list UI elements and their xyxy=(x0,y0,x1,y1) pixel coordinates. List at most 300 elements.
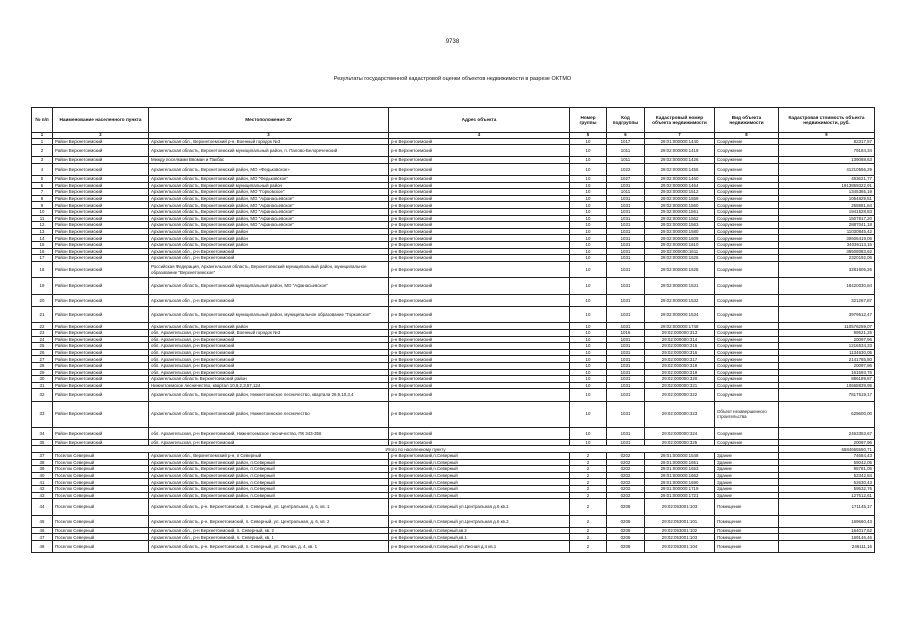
cadastral-number-cell: 29:01:000000:1651 xyxy=(645,459,715,466)
object-kind-cell: Сооружение xyxy=(715,343,779,350)
settlement-cell: Район Верхнетоемский xyxy=(53,222,149,229)
group-cell: 10 xyxy=(570,376,607,383)
subgroup-cell: 1031 xyxy=(607,261,645,278)
total-row xyxy=(32,446,875,453)
cadastral-value-cell: 886189,87 xyxy=(779,376,875,383)
cadastral-number-cell: 29:02:000000:317 xyxy=(645,356,715,363)
location-cell: Архангельская область Верхнетоемский район xyxy=(149,376,389,383)
group-cell: 10 xyxy=(570,278,607,295)
object-kind-cell: Сооружение xyxy=(715,138,779,145)
location-cell: Архангельская область, Верхнетоемский район, Нижнетоемское лесничество xyxy=(149,401,389,427)
group-cell: 10 xyxy=(570,195,607,202)
object-kind-cell: Здание xyxy=(715,466,779,473)
location-cell: Архангельская обл., Верхнетоемский р-н, Военный городок №3 xyxy=(149,138,389,145)
object-kind-cell: Здание xyxy=(715,459,779,466)
cadastral-number-cell: 29:02:000000:1562 xyxy=(645,215,715,222)
table-row xyxy=(32,189,875,196)
row-index: 14 xyxy=(32,235,53,242)
row-index: 17 xyxy=(32,255,53,262)
object-kind-cell: Сооружение xyxy=(715,182,779,189)
group-cell: 10 xyxy=(570,356,607,363)
cadastral-value-cell: 1134630,05 xyxy=(779,349,875,356)
subgroup-cell: 1031 xyxy=(607,222,645,229)
row-index: 22 xyxy=(32,323,53,330)
location-cell: Архангельская обл., р-н Верхнетоемский xyxy=(149,255,389,262)
row-index: 4 xyxy=(32,163,53,175)
address-cell: р-н Верхнетоемский,п.Северный xyxy=(389,485,570,492)
subgroup-cell: 1011 xyxy=(607,145,645,157)
group-cell: 10 xyxy=(570,349,607,356)
settlement-cell: Район Верхнетоемский xyxy=(53,202,149,209)
subgroup-cell: 1016 xyxy=(607,330,645,337)
cadastral-value-cell: 171145,17 xyxy=(779,499,875,516)
header-settlement: Наименование населенного пункта xyxy=(53,108,149,133)
cadastral-value-cell: 2887041,18 xyxy=(779,222,875,229)
location-cell: Архангельская область, Верхнетоемский район xyxy=(149,323,389,330)
subgroup-cell: 0206 xyxy=(607,541,645,553)
cadastral-number-cell: 29:02:000000:1531 xyxy=(645,278,715,295)
header-subgroup: Код подгруппы xyxy=(607,108,645,133)
cadastral-number-cell: 29:02:053001:103 xyxy=(645,499,715,516)
address-cell: р-н Верхнетоемский xyxy=(389,356,570,363)
address-cell: р-н Верхнетоемский xyxy=(389,261,570,278)
cadastral-value-cell: 164017,62 xyxy=(779,527,875,534)
cadastral-number-cell: 29:02:000000:324 xyxy=(645,427,715,439)
subgroup-cell: 1031 xyxy=(607,363,645,370)
address-cell: р-н Верхнетоемский xyxy=(389,255,570,262)
column-number: 8 xyxy=(715,133,779,139)
cadastral-value-cell: 95781,05 xyxy=(779,466,875,473)
address-cell: р-н Верхнетоемский xyxy=(389,189,570,196)
location-cell: Архангельская область, Верхнетоемский район xyxy=(149,228,389,235)
group-cell: 10 xyxy=(570,336,607,343)
address-cell: р-н Верхнетоемский,п.Северный xyxy=(389,472,570,479)
subgroup-cell: 1031 xyxy=(607,182,645,189)
settlement-cell: Поселок Северный xyxy=(53,515,149,527)
subgroup-cell: 1031 xyxy=(607,255,645,262)
settlement-cell: Поселок Северный xyxy=(53,452,149,459)
settlement-cell: Район Верхнетоемский xyxy=(53,330,149,337)
cadastral-number-cell: 29:02:000000:322 xyxy=(645,389,715,401)
settlement-cell: Район Верхнетоемский xyxy=(53,189,149,196)
total-spacer xyxy=(32,446,53,453)
settlement-cell: Район Верхнетоемский xyxy=(53,382,149,389)
table-row xyxy=(32,242,875,249)
cadastral-value-cell: 139088,63 xyxy=(779,157,875,164)
location-cell: обл. Архангельская, р-н Верхнетоемский xyxy=(149,439,389,446)
cadastral-number-cell: 29:01:000000:1548 xyxy=(645,452,715,459)
row-index: 28 xyxy=(32,363,53,370)
cadastral-number-cell: 29:02:000000:1610 xyxy=(645,242,715,249)
settlement-cell: Район Верхнетоемский xyxy=(53,248,149,255)
cadastral-number-cell: 29:02:000000:1532 xyxy=(645,294,715,306)
header-object-kind: Вид объекта недвижимости xyxy=(715,108,779,133)
subgroup-cell: 0206 xyxy=(607,515,645,527)
settlement-cell: Район Верхнетоемский xyxy=(53,235,149,242)
row-index: 7 xyxy=(32,189,53,196)
table-row xyxy=(32,228,875,235)
object-kind-cell: Сооружение xyxy=(715,278,779,295)
location-cell: Архангельская область, Верхнетоемский район, МО "Федьковское" xyxy=(149,176,389,183)
group-cell: 2 xyxy=(570,499,607,516)
subgroup-cell: 1031 xyxy=(607,278,645,295)
row-index: 6 xyxy=(32,182,53,189)
cadastral-number-cell: 29:02:000000:321 xyxy=(645,382,715,389)
table-row xyxy=(32,209,875,216)
object-kind-cell: Объект незавершенного строительства xyxy=(715,401,779,427)
row-index: 27 xyxy=(32,356,53,363)
cadastral-value-cell: 20097,96 xyxy=(779,336,875,343)
object-kind-cell: Сооружение xyxy=(715,363,779,370)
cadastral-value-cell: 2141785,80 xyxy=(779,356,875,363)
subgroup-cell: 0202 xyxy=(607,459,645,466)
cadastral-number-cell: 29:02:000000:1563 xyxy=(645,222,715,229)
column-number: 2 xyxy=(53,133,149,139)
table-row xyxy=(32,527,875,534)
table-row xyxy=(32,222,875,229)
cadastral-number-cell: 29:01:000000:1653 xyxy=(645,466,715,473)
address-cell: р-н Верхнетоемский xyxy=(389,336,570,343)
group-cell: 10 xyxy=(570,294,607,306)
object-kind-cell: Сооружение xyxy=(715,330,779,337)
valuation-table xyxy=(31,107,875,553)
cadastral-value-cell: 1054829,51 xyxy=(779,195,875,202)
group-cell: 10 xyxy=(570,389,607,401)
settlement-cell: Район Верхнетоемский xyxy=(53,242,149,249)
object-kind-cell: Сооружение xyxy=(715,336,779,343)
address-cell: р-н Верхнетоемский xyxy=(389,215,570,222)
cadastral-value-cell: 11030845,42 xyxy=(779,228,875,235)
cadastral-number-cell: 29:02:000000:1534 xyxy=(645,306,715,323)
object-kind-cell: Сооружение xyxy=(715,255,779,262)
group-cell: 10 xyxy=(570,242,607,249)
address-cell: р-н Верхнетоемский xyxy=(389,382,570,389)
subgroup-cell: 0206 xyxy=(607,527,645,534)
cadastral-number-cell: 29:02:053001:104 xyxy=(645,541,715,553)
location-cell: Архангельская обл., р-н Верхнетоемский, п. Северный, кв. 2 xyxy=(149,527,389,534)
object-kind-cell: Помещение xyxy=(715,527,779,534)
object-kind-cell: Здание xyxy=(715,492,779,499)
group-cell: 10 xyxy=(570,255,607,262)
address-cell: р-н Верхнетоемский,п.Северный ул.Центральная д.6 кв.1 xyxy=(389,499,570,516)
location-cell: Российская Федерация, Архангельская область, Верхнетоемский муниципальный район, муниципальное образование "Верхнетоемское" xyxy=(149,261,389,278)
subgroup-cell: 1031 xyxy=(607,336,645,343)
subgroup-cell: 1031 xyxy=(607,343,645,350)
cadastral-value-cell: 3281605,26 xyxy=(779,261,875,278)
group-cell: 2 xyxy=(570,515,607,527)
cadastral-number-cell: 29:01:000000:1690 xyxy=(645,479,715,486)
table-row xyxy=(32,499,875,516)
settlement-cell: Район Верхнетоемский xyxy=(53,195,149,202)
header-index: № п/п xyxy=(32,108,53,133)
table-row xyxy=(32,472,875,479)
table-row xyxy=(32,466,875,473)
row-index: 34 xyxy=(32,427,53,439)
total-label: Итого по населенному пункту xyxy=(53,446,779,453)
table-row xyxy=(32,255,875,262)
object-kind-cell: Сооружение xyxy=(715,202,779,209)
column-number: 5 xyxy=(570,133,607,139)
row-index: 15 xyxy=(32,242,53,249)
object-kind-cell: Сооружение xyxy=(715,195,779,202)
settlement-cell: Район Верхнетоемский xyxy=(53,363,149,370)
row-index: 41 xyxy=(32,479,53,486)
object-kind-cell: Здание xyxy=(715,472,779,479)
location-cell: Архангельская область, Верхнетоемский район, МО "Афанасьевское" xyxy=(149,195,389,202)
address-cell: р-н Верхнетоемский xyxy=(389,306,570,323)
cadastral-value-cell: 82317,57 xyxy=(779,138,875,145)
location-cell: Архангельская область, Верхнетоемский район, п.Северный xyxy=(149,485,389,492)
row-index: 16 xyxy=(32,248,53,255)
row-index: 38 xyxy=(32,459,53,466)
location-cell: Архангельская обл., р-н Верхнетоемский xyxy=(149,248,389,255)
table-row xyxy=(32,382,875,389)
settlement-cell: Район Верхнетоемский xyxy=(53,323,149,330)
header-address: Адрес объекта xyxy=(389,108,570,133)
location-cell: Архангельская область, Верхнетоемский муниципальный район xyxy=(149,182,389,189)
table-row xyxy=(32,235,875,242)
cadastral-value-cell: 321267,87 xyxy=(779,294,875,306)
table-row xyxy=(32,459,875,466)
row-index: 13 xyxy=(32,228,53,235)
table-header-row xyxy=(32,108,875,133)
row-index: 45 xyxy=(32,515,53,527)
group-cell: 10 xyxy=(570,306,607,323)
location-cell: обл. Архангельская, р-н Верхнетоемский, Нижнетоемское лесничество, ПК 343-356 xyxy=(149,427,389,439)
object-kind-cell: Сооружение xyxy=(715,209,779,216)
cadastral-value-cell: 110576259,07 xyxy=(779,323,875,330)
settlement-cell: Район Верхнетоемский xyxy=(53,294,149,306)
header-location: Местоположение ЗУ xyxy=(149,108,389,133)
settlement-cell: Район Верхнетоемский xyxy=(53,349,149,356)
subgroup-cell: 1031 xyxy=(607,306,645,323)
cadastral-value-cell: 246111,16 xyxy=(779,541,875,553)
cadastral-number-cell: 29:02:000000:1561 xyxy=(645,209,715,216)
address-cell: р-н Верхнетоемский xyxy=(389,401,570,427)
subgroup-cell: 1011 xyxy=(607,189,645,196)
subgroup-cell: 1031 xyxy=(607,369,645,376)
table-row xyxy=(32,541,875,553)
address-cell: р-н Верхнетоемский xyxy=(389,182,570,189)
location-cell: Архангельская область, Верхнетоемский муниципальный район, МО "Афанасьевское" xyxy=(149,278,389,295)
location-cell: Архангельская область, Верхнетоемский район, МО "Афанасьевское" xyxy=(149,209,389,216)
cadastral-value-cell: 1216534,33 xyxy=(779,343,875,350)
address-cell: р-н Верхнетоемский xyxy=(389,376,570,383)
subgroup-cell: 1031 xyxy=(607,248,645,255)
settlement-cell: Поселок Северный xyxy=(53,479,149,486)
group-cell: 10 xyxy=(570,369,607,376)
row-index: 37 xyxy=(32,452,53,459)
address-cell: р-н Верхнетоемский,п.Северный,кв.1 xyxy=(389,534,570,541)
location-cell: Архангельская обл., Верхнетоемский р-н, п Северный xyxy=(149,452,389,459)
group-cell: 10 xyxy=(570,215,607,222)
location-cell: Архангельская область, Верхнетоемский район xyxy=(149,235,389,242)
subgroup-cell: 1031 xyxy=(607,376,645,383)
group-cell: 10 xyxy=(570,401,607,427)
address-cell: р-н Верхнетоемский,п.Северный ул.Лесная д.4 кв.1 xyxy=(389,541,570,553)
object-kind-cell: Сооружение xyxy=(715,356,779,363)
object-kind-cell: Сооружение xyxy=(715,376,779,383)
row-index: 44 xyxy=(32,499,53,516)
address-cell: р-н Верхнетоемский xyxy=(389,349,570,356)
subgroup-cell: 1031 xyxy=(607,294,645,306)
cadastral-number-cell: 29:02:000000:1464 xyxy=(645,182,715,189)
row-index: 23 xyxy=(32,330,53,337)
cadastral-value-cell: 52342,84 xyxy=(779,472,875,479)
cadastral-value-cell: 1913859322,91 xyxy=(779,182,875,189)
group-cell: 10 xyxy=(570,427,607,439)
group-cell: 2 xyxy=(570,492,607,499)
row-index: 24 xyxy=(32,336,53,343)
row-index: 31 xyxy=(32,382,53,389)
object-kind-cell: Помещение xyxy=(715,534,779,541)
location-cell: Архангельская область, р-н. Верхнетоемский, п. Северный, ул. Лесная, д. 4, кв. 1 xyxy=(149,541,389,553)
cadastral-number-cell: 29:02:000000:1628 xyxy=(645,261,715,278)
cadastral-number-cell: 29:02:000000:1626 xyxy=(645,255,715,262)
subgroup-cell: 1022 xyxy=(607,163,645,175)
location-cell: Архангельская обл., р-н Верхнетоемский, п. Северный, кв. 1 xyxy=(149,534,389,541)
settlement-cell: Район Верхнетоемский xyxy=(53,306,149,323)
group-cell: 10 xyxy=(570,182,607,189)
cadastral-number-cell: 29:02:053001:101 xyxy=(645,515,715,527)
settlement-cell: Район Верхнетоемский xyxy=(53,157,149,164)
object-kind-cell: Здание xyxy=(715,485,779,492)
subgroup-cell: 1031 xyxy=(607,401,645,427)
row-index: 25 xyxy=(32,343,53,350)
location-cell: Архангельская область, Верхнетоемский район, п.Северный xyxy=(149,466,389,473)
row-index: 42 xyxy=(32,485,53,492)
cadastral-value-cell: 74684,43 xyxy=(779,452,875,459)
column-number: 9 xyxy=(779,133,875,139)
row-index: 9 xyxy=(32,202,53,209)
settlement-cell: Поселок Северный xyxy=(53,466,149,473)
table-row xyxy=(32,278,875,295)
settlement-cell: Район Верхнетоемский xyxy=(53,261,149,278)
cadastral-number-cell: 29:02:000000:1456 xyxy=(645,163,715,175)
group-cell: 10 xyxy=(570,222,607,229)
table-row xyxy=(32,534,875,541)
cadastral-value-cell: 493621,77 xyxy=(779,176,875,183)
cadastral-number-cell: 29:02:000000:1560 xyxy=(645,202,715,209)
subgroup-cell: 1031 xyxy=(607,242,645,249)
address-cell: р-н Верхнетоемский xyxy=(389,145,570,157)
address-cell: р-н Верхнетоемский xyxy=(389,202,570,209)
row-index: 30 xyxy=(32,376,53,383)
settlement-cell: Район Верхнетоемский xyxy=(53,145,149,157)
cadastral-number-cell: 29:02:000000:325 xyxy=(645,439,715,446)
row-index: 2 xyxy=(32,145,53,157)
row-index: 46 xyxy=(32,527,53,534)
group-cell: 10 xyxy=(570,145,607,157)
table-row xyxy=(32,157,875,164)
location-cell: Нижнетоемское лесничество, квартал 10,9,2,3,57,124 xyxy=(149,382,389,389)
object-kind-cell: Помещение xyxy=(715,515,779,527)
object-kind-cell: Сооружение xyxy=(715,323,779,330)
address-cell: р-н Верхнетоемский,п.Северный xyxy=(389,452,570,459)
address-cell: р-н Верхнетоемский xyxy=(389,278,570,295)
subgroup-cell: 1031 xyxy=(607,215,645,222)
group-cell: 10 xyxy=(570,323,607,330)
settlement-cell: Поселок Северный xyxy=(53,499,149,516)
settlement-cell: Поселок Северный xyxy=(53,527,149,534)
address-cell: р-н Верхнетоемский xyxy=(389,176,570,183)
address-cell: р-н Верхнетоемский xyxy=(389,330,570,337)
settlement-cell: Район Верхнетоемский xyxy=(53,255,149,262)
address-cell: р-н Верхнетоемский xyxy=(389,228,570,235)
address-cell: р-н Верхнетоемский xyxy=(389,209,570,216)
object-kind-cell: Сооружение xyxy=(715,242,779,249)
group-cell: 2 xyxy=(570,459,607,466)
settlement-cell: Район Верхнетоемский xyxy=(53,356,149,363)
cadastral-number-cell: 29:02:000000:318 xyxy=(645,363,715,370)
settlement-cell: Район Верхнетоемский xyxy=(53,215,149,222)
settlement-cell: Поселок Северный xyxy=(53,485,149,492)
subgroup-cell: 1031 xyxy=(607,228,645,235)
address-cell: р-н Верхнетоемский xyxy=(389,248,570,255)
row-index: 32 xyxy=(32,389,53,401)
cadastral-number-cell: 29:02:000000:1748 xyxy=(645,323,715,330)
address-cell: р-н Верхнетоемский,п.Северный,кв.2 xyxy=(389,527,570,534)
table-row xyxy=(32,294,875,306)
cadastral-number-cell: 29:01:000000:1721 xyxy=(645,492,715,499)
object-kind-cell: Сооружение xyxy=(715,261,779,278)
cadastral-value-cell: 3979512,47 xyxy=(779,306,875,323)
settlement-cell: Поселок Северный xyxy=(53,492,149,499)
table-row xyxy=(32,452,875,459)
total-value: 6684665550,71 xyxy=(779,446,875,453)
location-cell: обл. Архангельская, р-н Верхнетоемский xyxy=(149,349,389,356)
group-cell: 10 xyxy=(570,176,607,183)
object-kind-cell: Сооружение xyxy=(715,369,779,376)
location-cell: обл. Архангельская, р-н Верхнетоемский xyxy=(149,363,389,370)
table-row xyxy=(32,176,875,183)
address-cell: р-н Верхнетоемский xyxy=(389,294,570,306)
group-cell: 2 xyxy=(570,541,607,553)
address-cell: р-н Верхнетоемский xyxy=(389,427,570,439)
subgroup-cell: 1031 xyxy=(607,389,645,401)
table-row xyxy=(32,306,875,323)
object-kind-cell: Сооружение xyxy=(715,215,779,222)
cadastral-number-cell: 29:02:000000:314 xyxy=(645,336,715,343)
cadastral-number-cell: 29:02:053001:103 xyxy=(645,534,715,541)
table-row xyxy=(32,356,875,363)
table-row xyxy=(32,492,875,499)
object-kind-cell: Сооружение xyxy=(715,439,779,446)
settlement-cell: Поселок Северный xyxy=(53,459,149,466)
settlement-cell: Район Верхнетоемский xyxy=(53,163,149,175)
settlement-cell: Район Верхнетоемский xyxy=(53,138,149,145)
cadastral-value-cell: 265981,84 xyxy=(779,202,875,209)
cadastral-value-cell: 10668839,95 xyxy=(779,382,875,389)
settlement-cell: Район Верхнетоемский xyxy=(53,343,149,350)
object-kind-cell: Сооружение xyxy=(715,389,779,401)
group-cell: 10 xyxy=(570,363,607,370)
object-kind-cell: Сооружение xyxy=(715,145,779,157)
subgroup-cell: 1031 xyxy=(607,427,645,439)
subgroup-cell: 1017 xyxy=(607,138,645,145)
row-index: 5 xyxy=(32,176,53,183)
table-row xyxy=(32,182,875,189)
settlement-cell: Поселок Северный xyxy=(53,534,149,541)
group-cell: 2 xyxy=(570,485,607,492)
row-index: 18 xyxy=(32,261,53,278)
table-row xyxy=(32,363,875,370)
cadastral-number-cell: 29:02:000000:316 xyxy=(645,349,715,356)
cadastral-number-cell: 29:02:000000:1609 xyxy=(645,235,715,242)
subgroup-cell: 0206 xyxy=(607,499,645,516)
settlement-cell: Район Верхнетоемский xyxy=(53,427,149,439)
cadastral-value-cell: 169146,46 xyxy=(779,534,875,541)
